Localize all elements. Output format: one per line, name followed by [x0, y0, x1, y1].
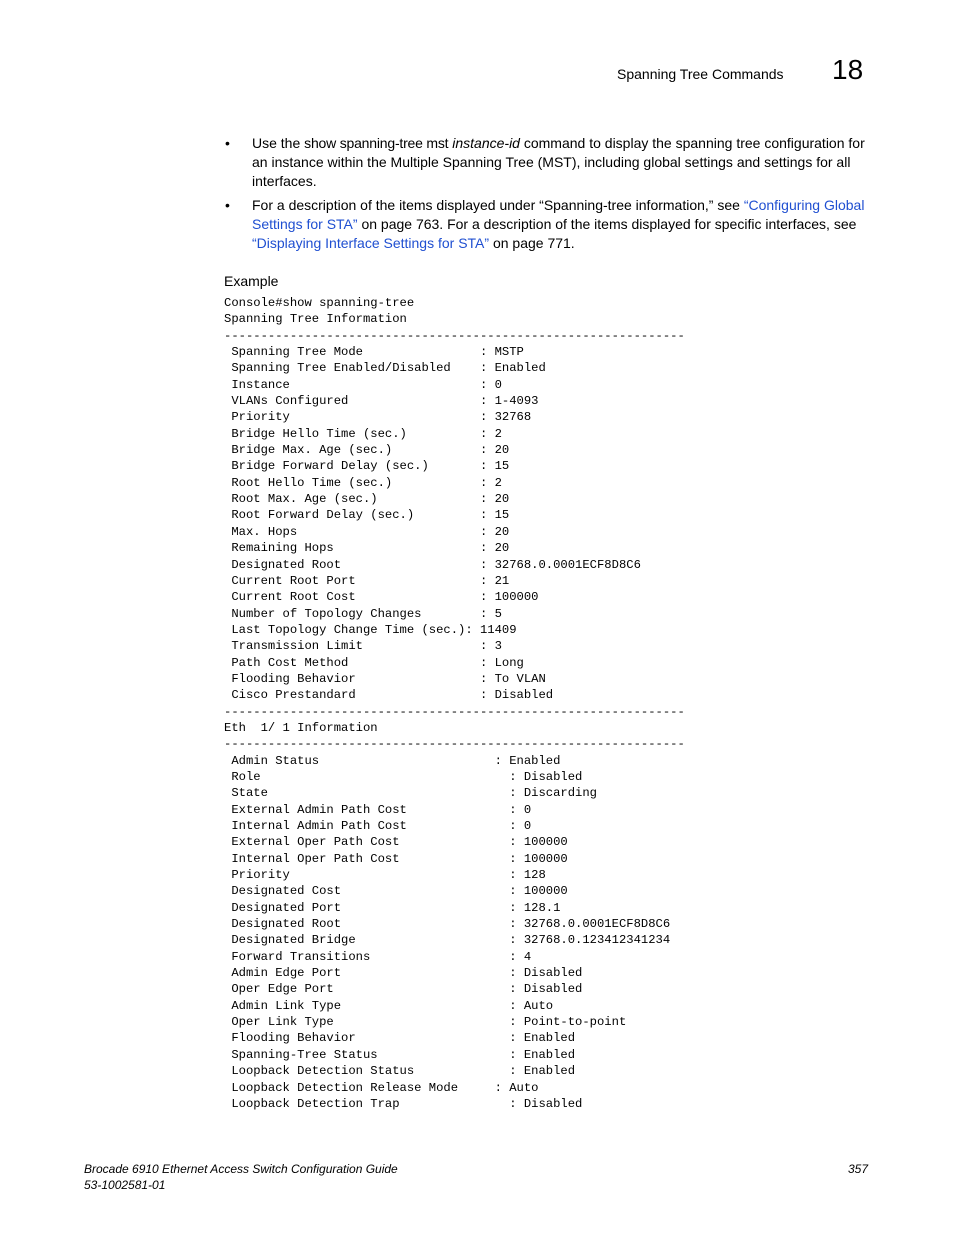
bullet-text: command to display the spanning tree configuration for an instance within the Multiple Spanning Tree (MST), including global settings and settings for all interfaces.: [252, 135, 865, 189]
bullet-marker: •: [225, 197, 230, 213]
command-argument: instance-id: [452, 135, 520, 151]
chapter-number: 18: [832, 54, 864, 85]
section-title: Spanning Tree Commands: [617, 66, 784, 82]
configuring-global-settings-link[interactable]: “Configuring Global Settings for STA”: [252, 197, 865, 232]
bullet-item: [224, 196, 874, 253]
page-number: 357: [848, 1162, 869, 1176]
command-name: show spanning-tree mst: [304, 135, 449, 151]
console-output: Console#show spanning-tree Spanning Tree Information --------------------------------------------------------------- Spanning Tree Mode : MSTP Spanning Tree Enabled/Disabled : Enabled Instance : 0 VLANs Configured : 1-4093 Priority : 32768 Bridge Hello Time (sec.) : 2 Bridge Max. Age (sec.) : 20 Bridge Forward Delay (sec.) : 15 Root Hello Time (sec.) : 2 Root Max. Age (sec.) : 20 Root Forward Delay (sec.) : 15 Max. Hops : 20 Remaining Hops : 20 Designated Root : 32768.0.0001ECF8D8C6 Current Root Port : 21 Current Root Cost : 100000 Number of Topology Changes : 5 Last Topology Change Time (sec.): 11409 Transmission Limit : 3 Path Cost Method : Long Flooding Behavior : To VLAN Cisco Prestandard : Disabled --------------------------------------------------------------- Eth 1/ 1 Information --------------------------------------------------------------- Admin Status : Enabled Role : Disabled State : Discarding External Admin Path Cost : 0 Internal Admin Path Cost : 0 External Oper Path Cost : 100000 Internal Oper Path Cost : 100000 Priority : 128 Designated Cost : 100000 Designated Port : 128.1 Designated Root : 32768.0.0001ECF8D8C6 Designated Bridge : 32768.0.123412341234 Forward Transitions : 4 Admin Edge Port : Disabled Oper Edge Port : Disabled Admin Link Type : Auto Oper Link Type : Point-to-point Flooding Behavior : Enabled Spanning-Tree Status : Enabled Loopback Detection Status : Enabled Loopback Detection Release Mode : Auto Loopback Detection Trap : Disabled: [224, 296, 685, 1111]
footer-info: [84, 1161, 398, 1193]
document-number: 53-1002581-01: [84, 1178, 166, 1192]
displaying-interface-settings-link[interactable]: “Displaying Interface Settings for STA”: [252, 235, 490, 251]
bullet-text: For a description of the items displayed under “Spanning-tree information,” see: [252, 197, 744, 213]
example-heading: Example: [224, 273, 279, 289]
guide-title: Brocade 6910 Ethernet Access Switch Configuration Guide: [84, 1162, 398, 1176]
bullet-text: on page 763. For a description of the items displayed for specific interfaces, see: [357, 216, 857, 232]
bullet-item: [224, 134, 874, 191]
bullet-marker: •: [225, 135, 230, 151]
bullet-text: Use the: [252, 135, 305, 151]
bullet-text: on page 771.: [489, 235, 575, 251]
bullet-list: [224, 134, 874, 258]
